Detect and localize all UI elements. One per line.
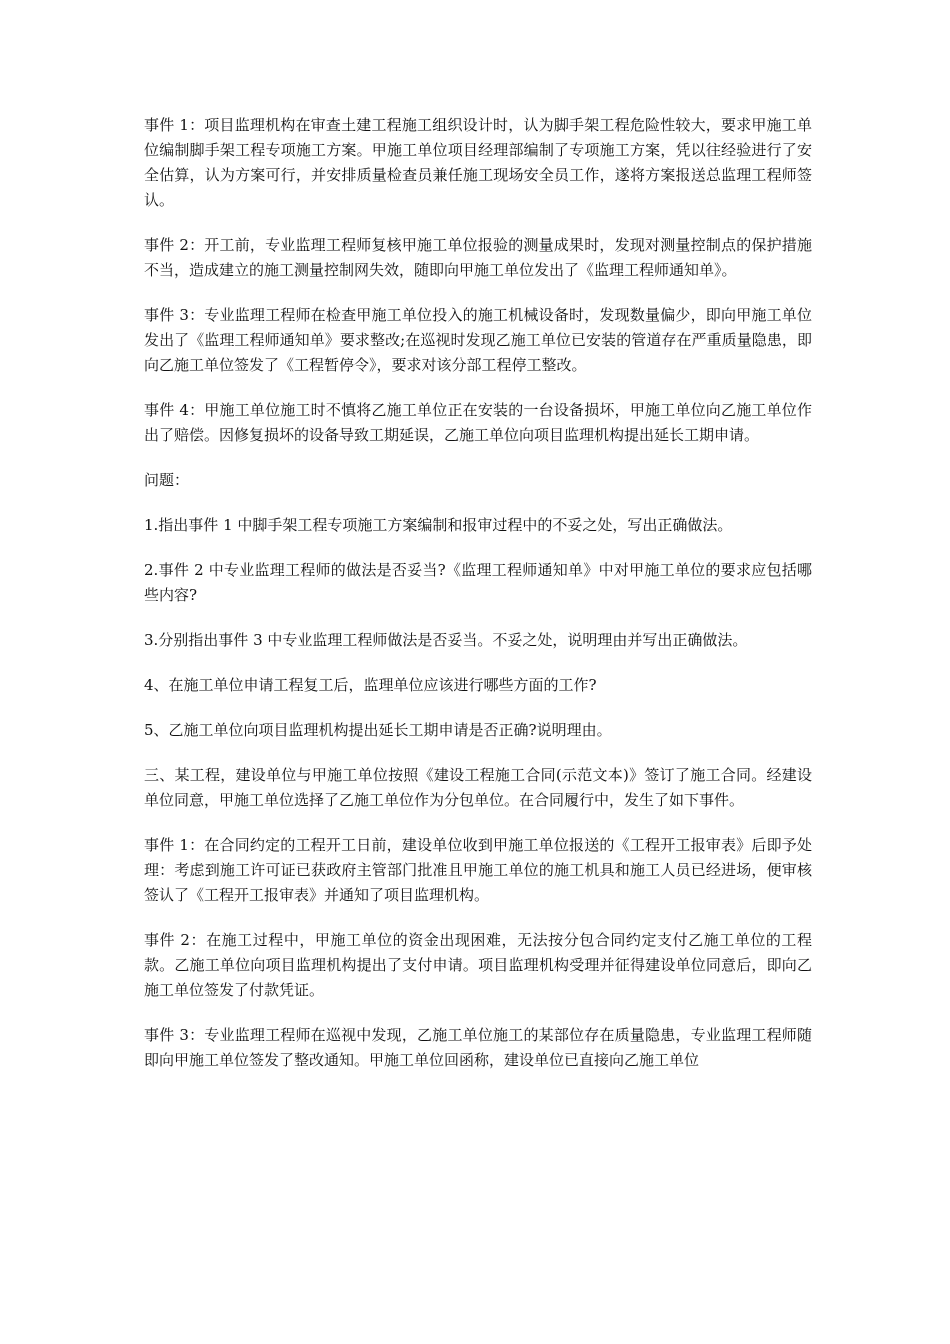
case-3-event-3: 事件 3：专业监理工程师在巡视中发现，乙施工单位施工的某部位存在质量隐患，专业监理工程师随即向甲施工单位签发了整改通知。甲施工单位回函称，建设单位已直接向乙施工单位 [144,1026,812,1069]
case-3-event-2: 事件 2：在施工过程中，甲施工单位的资金出现困难，无法按分包合同约定支付乙施工单位的工程款。乙施工单位向项目监理机构提出了支付申请。项目监理机构受理并征得建设单位同意后，即向乙施工单位签发了付款凭证。 [144,931,812,999]
question-3: 3.分别指出事件 3 中专业监理工程师做法是否妥当。不妥之处，说明理由并写出正确做法。 [144,631,748,649]
paragraph-event-4: 事件 4：甲施工单位施工时不慎将乙施工单位正在安装的一台设备损坏，甲施工单位向乙施工单位作出了赔偿。因修复损坏的设备导致工期延误，乙施工单位向项目监理机构提出延长工期申请。 [144,401,812,444]
paragraph-event-3: 事件 3：专业监理工程师在检查甲施工单位投入的施工机械设备时，发现数量偏少，即向甲施工单位发出了《监理工程师通知单》要求整改;在巡视时发现乙施工单位已安装的管道存在严重质量隐患，即向乙施工单位签发了《工程暂停令》，要求对该分部工程停工整改。 [144,306,812,374]
paragraph-event-1: 事件 1：项目监理机构在审查土建工程施工组织设计时，认为脚手架工程危险性较大，要求甲施工单位编制脚手架工程专项施工方案。甲施工单位项目经理部编制了专项施工方案，凭以往经验进行了安全估算，认为方案可行，并安排质量检查员兼任施工现场安全员工作，遂将方案报送总监理工程师签认。 [144,116,812,209]
question-5: 5、乙施工单位向项目监理机构提出延长工期申请是否正确?说明理由。 [144,721,612,739]
question-4: 4、在施工单位申请工程复工后，监理单位应该进行哪些方面的工作? [144,676,597,694]
case-3-event-1: 事件 1：在合同约定的工程开工日前，建设单位收到甲施工单位报送的《工程开工报审表》后即予处理：考虑到施工许可证已获政府主管部门批准且甲施工单位的施工机具和施工人员已经进场，便审核签认了《工程开工报审表》并通知了项目监理机构。 [144,836,812,904]
case-3-intro: 三、某工程，建设单位与甲施工单位按照《建设工程施工合同(示范文本)》签订了施工合同。经建设单位同意，甲施工单位选择了乙施工单位作为分包单位。在合同履行中，发生了如下事件。 [144,766,812,809]
paragraph-event-2: 事件 2：开工前，专业监理工程师复核甲施工单位报验的测量成果时，发现对测量控制点的保护措施不当，造成建立的施工测量控制网失效，随即向甲施工单位发出了《监理工程师通知单》。 [144,236,812,279]
question-1: 1.指出事件 1 中脚手架工程专项施工方案编制和报审过程中的不妥之处，写出正确做法。 [144,516,733,534]
question-2: 2.事件 2 中专业监理工程师的做法是否妥当?《监理工程师通知单》中对甲施工单位的要求应包括哪些内容? [144,561,812,604]
document-body [144,113,812,1093]
questions-heading: 问题： [144,471,190,489]
